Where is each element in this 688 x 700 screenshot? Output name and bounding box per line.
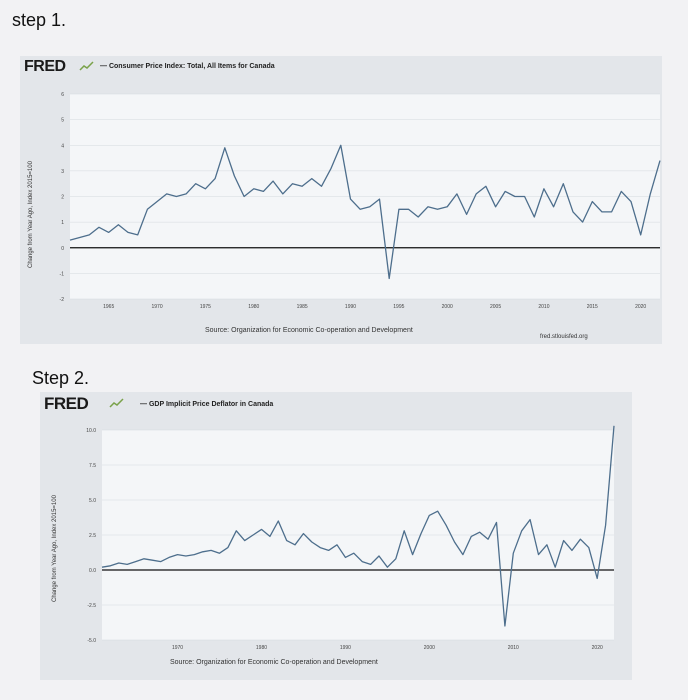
y-tick-label: 0 [61,245,64,252]
x-tick-label: 1985 [296,304,308,310]
x-tick-label: 2010 [538,304,550,310]
chart2-plot [40,392,632,680]
y-tick-label: 3 [61,168,64,175]
x-tick-label: 1970 [171,645,184,651]
x-tick-label: 1990 [344,304,357,310]
x-tick-label: 1995 [393,304,405,310]
chart2-ylabel: Change from Year Ago, Index 2015=100 [52,495,58,602]
x-tick-label: 1990 [339,645,351,651]
chart1-title-text: Consumer Price Index: Total, All Items for Canada [108,63,275,70]
y-tick-label: 0.0 [89,568,96,574]
chart2-source: Source: Organization for Economic Co-operation and Development [170,659,378,666]
x-tick-label: 2015 [586,304,598,310]
x-tick-label: 2000 [441,304,453,310]
x-tick-label: 1965 [103,304,115,310]
chart1-plot [20,56,662,344]
x-tick-label: 1975 [199,304,211,310]
y-tick-label: -5.0 [87,638,96,644]
fred-logo: FRED [44,394,89,413]
y-tick-label: -1 [59,271,64,278]
y-tick-label: 7.5 [89,463,96,469]
chart2-panel [40,392,632,680]
chart1-title: — Consumer Price Index: Total, All Items for Canada [100,63,275,70]
chart1-source: Source: Organization for Economic Co-operation and Development [205,327,413,334]
y-tick-label: 5.0 [89,498,96,504]
x-tick-label: 2005 [490,304,502,310]
chart2-title: — GDP Implicit Price Deflator in Canada [140,401,274,408]
fred-logo: FRED [24,58,66,75]
x-tick-label: 1980 [255,645,268,651]
x-tick-label: 2010 [507,645,519,651]
y-tick-label: 2.5 [89,533,96,539]
y-tick-label: 6 [61,92,64,98]
y-tick-label: 5 [61,117,64,124]
x-tick-label: 2000 [423,645,435,651]
chart1-panel [20,56,662,344]
y-tick-label: 10.0 [86,428,96,434]
x-tick-label: 2020 [635,304,647,310]
x-tick-label: 2020 [591,645,603,651]
y-tick-label: 4 [61,143,64,150]
step1-label: step 1. [12,10,67,30]
y-tick-label: -2 [59,297,64,303]
y-tick-label: 1 [61,220,64,227]
y-tick-label: 2 [61,194,64,201]
y-tick-label: -2.5 [87,603,96,609]
chart1-credit: fred.stlouisfed.org [540,334,588,340]
x-tick-label: 1980 [248,304,260,310]
chart1-ylabel: Change from Year Ago, Index 2015=100 [28,161,34,268]
step2-label: Step 2. [32,368,90,388]
x-tick-label: 1970 [151,304,163,310]
chart2-title-text: GDP Implicit Price Deflator in Canada [148,401,274,408]
